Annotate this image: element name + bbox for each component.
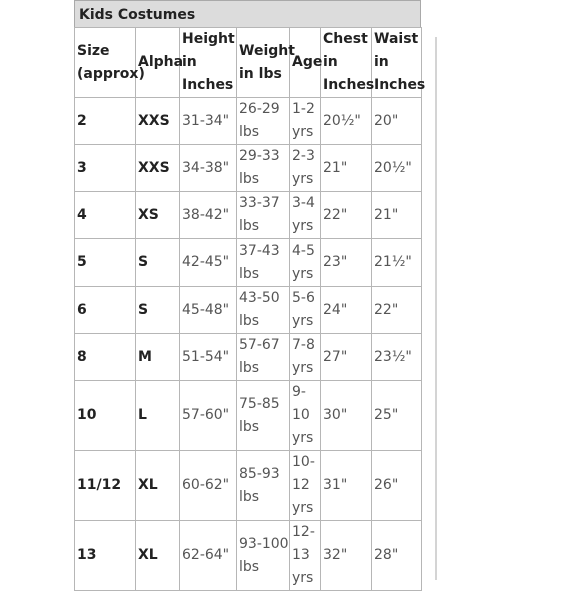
cell-waist: 20" (372, 98, 422, 145)
table-row (75, 451, 422, 521)
cell-waist: 21" (372, 192, 422, 239)
cell-weight: 43-50 lbs (237, 287, 290, 334)
table-row (75, 239, 422, 287)
cell-age: 5-6 yrs (290, 287, 321, 334)
cell-age: 2-3 yrs (290, 145, 321, 192)
cell-alpha: XXS (136, 98, 180, 145)
cell-age: 9-10 yrs (290, 381, 321, 451)
cell-waist: 25" (372, 381, 422, 451)
cell-alpha: M (136, 334, 180, 381)
cell-height: 38-42" (180, 192, 237, 239)
cell-chest: 30" (321, 381, 372, 451)
table-row (75, 521, 422, 591)
cell-chest: 31" (321, 451, 372, 521)
cell-alpha: S (136, 287, 180, 334)
cell-waist: 22" (372, 287, 422, 334)
cell-weight: 93-100 lbs (237, 521, 290, 591)
cell-alpha: XL (136, 521, 180, 591)
cell-chest: 21" (321, 145, 372, 192)
cell-height: 34-38" (180, 145, 237, 192)
table-row (75, 287, 422, 334)
cell-weight: 29-33 lbs (237, 145, 290, 192)
cell-age: 12-13 yrs (290, 521, 321, 591)
cell-chest: 24" (321, 287, 372, 334)
table-row (75, 334, 422, 381)
cell-height: 42-45" (180, 239, 237, 287)
cell-alpha: XL (136, 451, 180, 521)
cell-size: 10 (75, 381, 136, 451)
table-row (75, 98, 422, 145)
cell-size: 13 (75, 521, 136, 591)
cell-chest: 23" (321, 239, 372, 287)
cell-age: 10-12 yrs (290, 451, 321, 521)
cell-size: 5 (75, 239, 136, 287)
header-size: Size (approx) (75, 28, 136, 98)
cell-age: 4-5 yrs (290, 239, 321, 287)
cell-size: 2 (75, 98, 136, 145)
cell-alpha: L (136, 381, 180, 451)
header-alpha: Alpha (136, 28, 180, 98)
cell-weight: 85-93 lbs (237, 451, 290, 521)
header-weight: Weight in lbs (237, 28, 290, 98)
header-age: Age (290, 28, 321, 98)
size-chart-table (74, 27, 426, 591)
cell-alpha: XS (136, 192, 180, 239)
cell-weight: 33-37 lbs (237, 192, 290, 239)
cell-chest: 20½" (321, 98, 372, 145)
table-row (75, 145, 422, 192)
table-row (75, 192, 422, 239)
cell-height: 60-62" (180, 451, 237, 521)
header-chest: Chest in Inches (321, 28, 372, 98)
table-row (75, 381, 422, 451)
header-height: Height in Inches (180, 28, 237, 98)
cell-weight: 75-85 lbs (237, 381, 290, 451)
cell-weight: 37-43 lbs (237, 239, 290, 287)
cell-weight: 57-67 lbs (237, 334, 290, 381)
header-row (75, 28, 422, 98)
table-title: Kids Costumes (74, 0, 421, 28)
cell-size: 8 (75, 334, 136, 381)
cell-size: 6 (75, 287, 136, 334)
cell-chest: 22" (321, 192, 372, 239)
cell-waist: 21½" (372, 239, 422, 287)
cell-age: 1-2 yrs (290, 98, 321, 145)
cell-size: 3 (75, 145, 136, 192)
cell-chest: 32" (321, 521, 372, 591)
cell-age: 3-4 yrs (290, 192, 321, 239)
header-waist: Waist in Inches (372, 28, 422, 98)
cell-waist: 28" (372, 521, 422, 591)
cell-alpha: S (136, 239, 180, 287)
cell-height: 51-54" (180, 334, 237, 381)
cell-waist: 26" (372, 451, 422, 521)
cell-size: 4 (75, 192, 136, 239)
cell-waist: 20½" (372, 145, 422, 192)
cell-height: 31-34" (180, 98, 237, 145)
cell-chest: 27" (321, 334, 372, 381)
cell-waist: 23½" (372, 334, 422, 381)
cell-height: 45-48" (180, 287, 237, 334)
cell-age: 7-8 yrs (290, 334, 321, 381)
cell-height: 57-60" (180, 381, 237, 451)
cell-alpha: XXS (136, 145, 180, 192)
cell-size: 11/12 (75, 451, 136, 521)
cell-weight: 26-29 lbs (237, 98, 290, 145)
cell-height: 62-64" (180, 521, 237, 591)
divider-line (435, 37, 437, 580)
